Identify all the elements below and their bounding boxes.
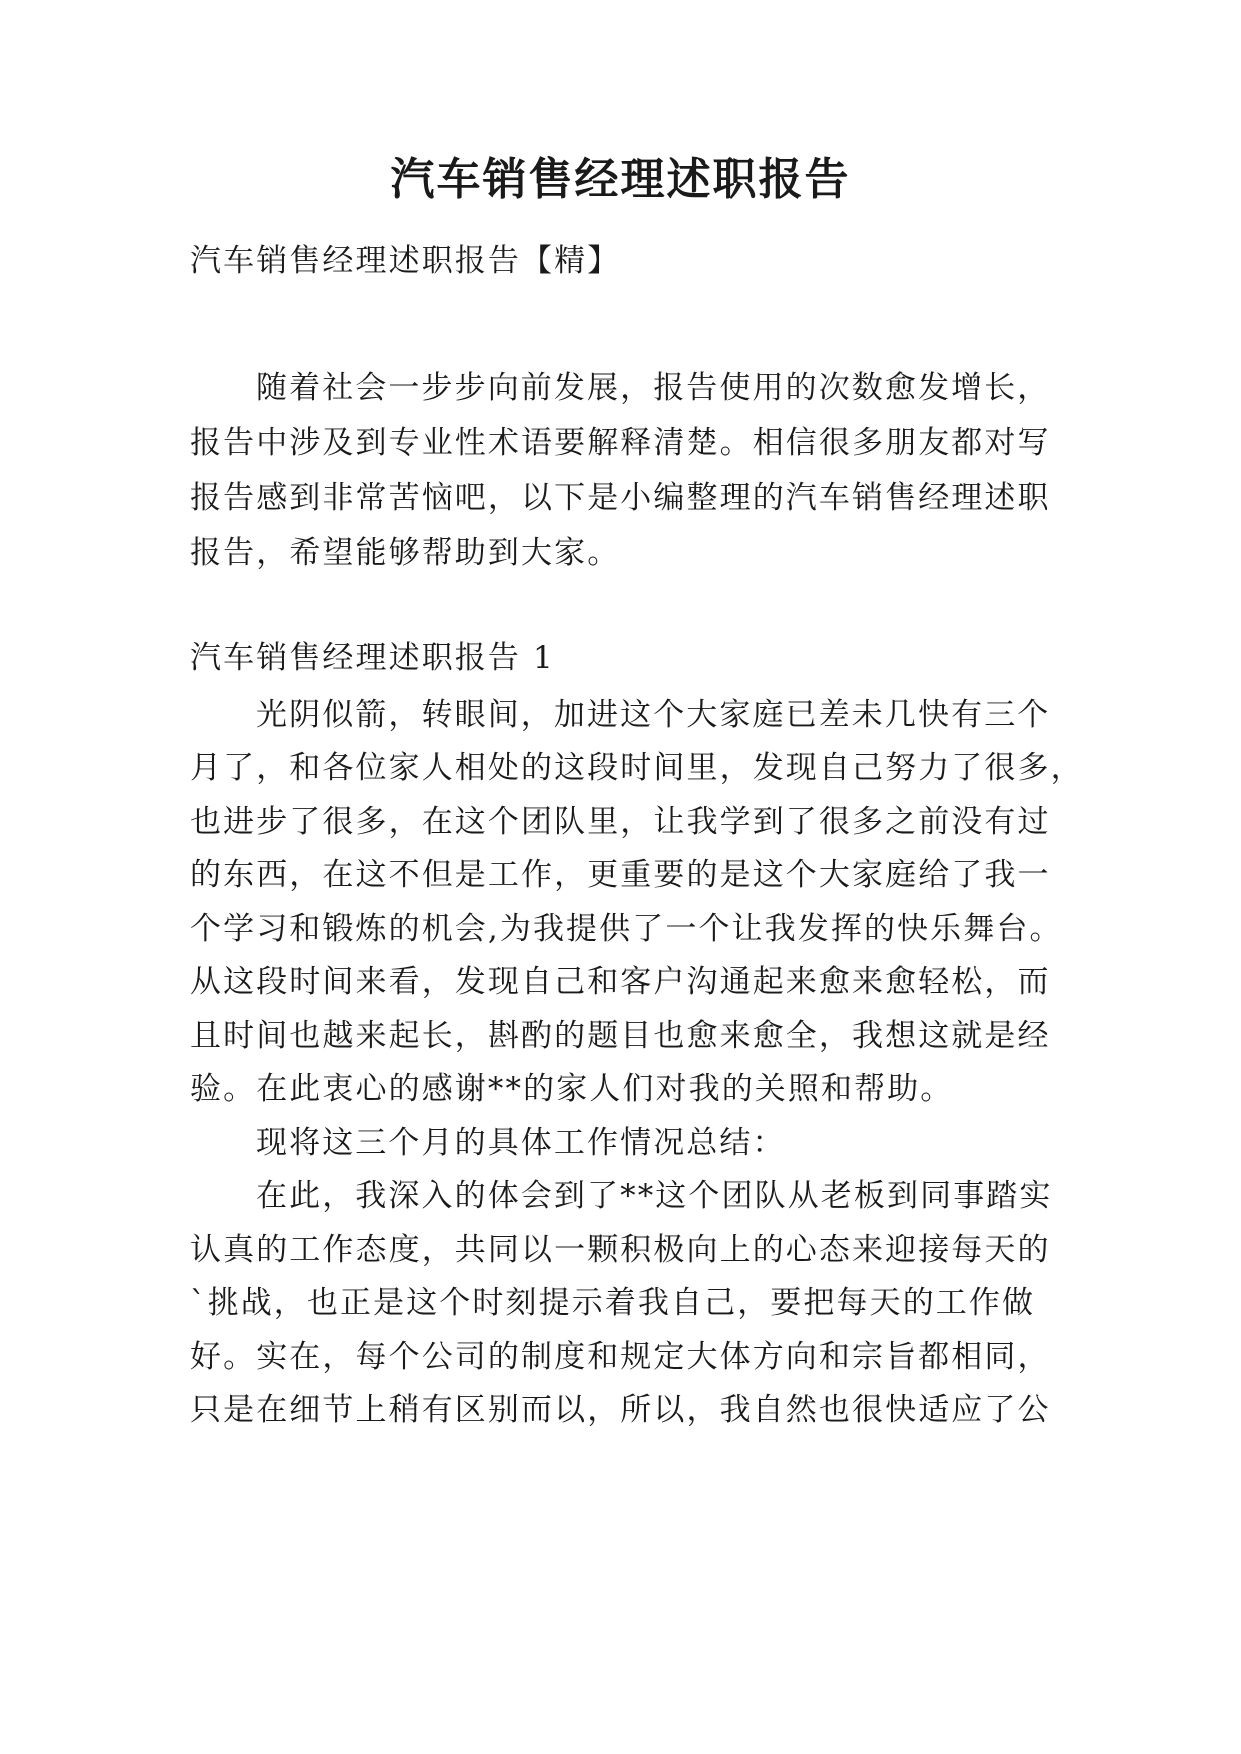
intro-line: 报告中涉及到专业性术语要解释清楚。相信很多朋友都对写 <box>190 425 1051 461</box>
body-line: `挑战，也正是这个时刻提示着我自己，要把每天的工作做 <box>190 1285 1036 1321</box>
body-line: 且时间也越来起长，斟酌的题目也愈来愈全，我想这就是经 <box>190 1018 1051 1054</box>
body-line: 光阴似箭，转眼间，加进这个大家庭已差未几快有三个 <box>256 697 1051 733</box>
body-line: 现将这三个月的具体工作情况总结： <box>256 1125 786 1161</box>
intro-line: 随着社会一步步向前发展，报告使用的次数愈发增长， <box>256 370 1051 406</box>
body-line: 好。实在，每个公司的制度和规定大体方向和宗旨都相同， <box>190 1339 1051 1375</box>
section-heading: 汽车销售经理述职报告 1 <box>190 640 555 676</box>
body-line: 也进步了很多，在这个团队里，让我学到了很多之前没有过 <box>190 804 1051 840</box>
body-line: 在此，我深入的体会到了**这个团队从老板到同事踏实 <box>256 1178 1053 1214</box>
body-line: 验。在此衷心的感谢**的家人们对我的关照和帮助。 <box>190 1071 954 1107</box>
body-line: 只是在细节上稍有区别而以，所以，我自然也很快适应了公 <box>190 1392 1051 1428</box>
body-line: 个学习和锻炼的机会,为我提供了一个让我发挥的快乐舞台。 <box>190 911 1063 947</box>
document-subtitle: 汽车销售经理述职报告【精】 <box>190 243 621 279</box>
intro-line: 报告，希望能够帮助到大家。 <box>190 535 621 571</box>
body-line: 认真的工作态度，共同以一颗积极向上的心态来迎接每天的 <box>190 1232 1051 1268</box>
body-line: 从这段时间来看，发现自己和客户沟通起来愈来愈轻松，而 <box>190 964 1051 1000</box>
body-line: 的东西，在这不但是工作，更重要的是这个大家庭给了我一 <box>190 857 1051 893</box>
page-title: 汽车销售经理述职报告 <box>390 154 851 205</box>
intro-line: 报告感到非常苦恼吧，以下是小编整理的汽车销售经理述职 <box>190 480 1051 516</box>
body-line: 月了，和各位家人相处的这段时间里，发现自己努力了很多， <box>190 750 1084 786</box>
